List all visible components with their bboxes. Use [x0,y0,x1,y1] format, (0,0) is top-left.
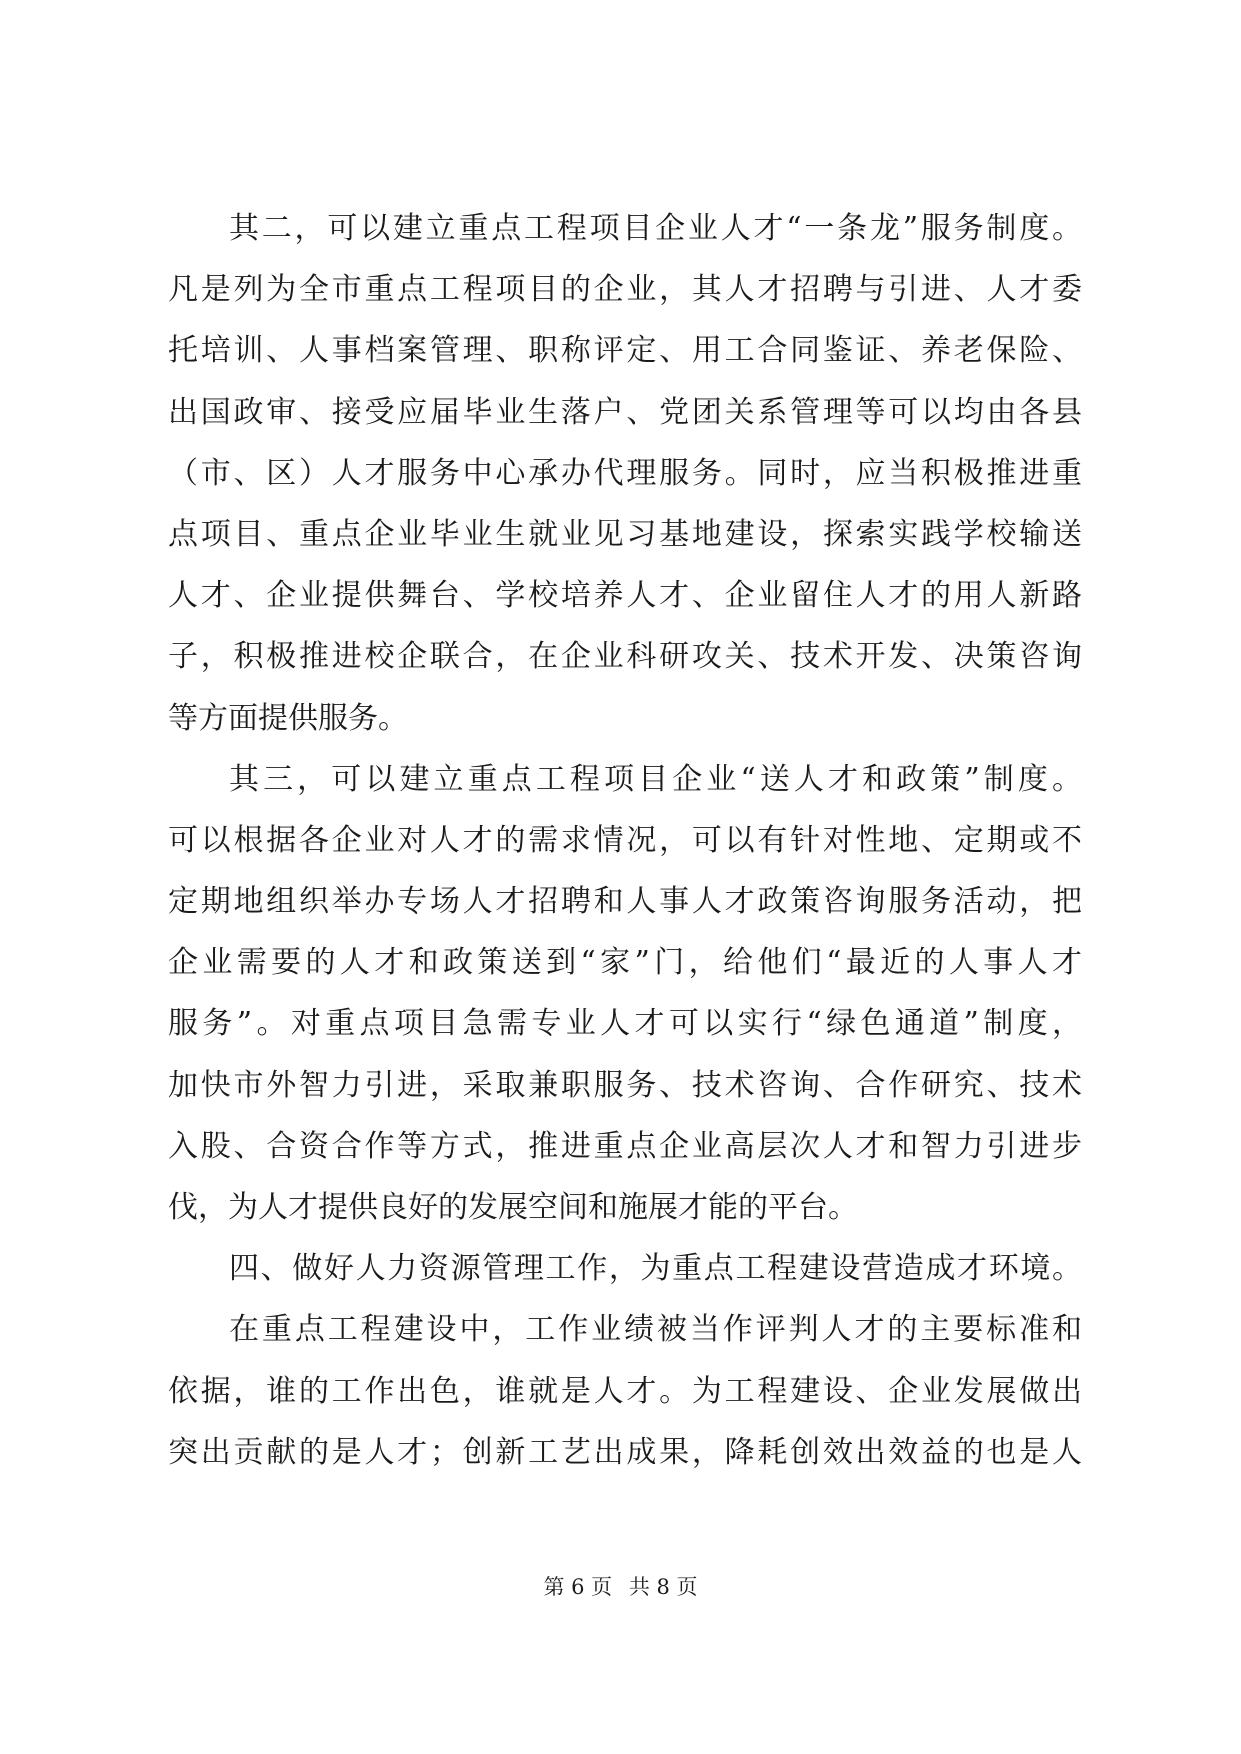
paragraph-line: 托培训、人事档案管理、职称评定、用工合同鉴证、养老保险、 [168,333,1082,369]
section-heading: 四、做好人力资源管理工作，为重点工程建设营造成才环境。 [229,1251,1082,1287]
paragraph-line: 子，积极推进校企联合，在企业科研攻关、技术开发、决策咨询 [168,639,1082,675]
paragraph-line: （市、区）人才服务中心承办代理服务。同时，应当积极推进重 [168,455,1082,491]
document-body [168,198,1082,1483]
paragraph-line: 可以根据各企业对人才的需求情况，可以有针对性地、定期或不 [168,822,1082,858]
paragraph-line: 等方面提供服务。 [168,700,408,736]
paragraph-line: 企业需要的人才和政策送到“家”门，给他们“最近的人事人才 [168,945,1082,981]
paragraph-line: 定期地组织举办专场人才招聘和人事人才政策咨询服务活动，把 [168,884,1082,920]
paragraph-line: 加快市外智力引进，采取兼职服务、技术咨询、合作研究、技术 [168,1067,1082,1103]
paragraph-line: 其二，可以建立重点工程项目企业人才“一条龙”服务制度。 [229,211,1082,246]
paragraph-line: 人才、企业提供舞台、学校培养人才、企业留住人才的用人新路 [168,578,1082,614]
paragraph-line: 入股、合资合作等方式，推进重点企业高层次人才和智力引进步 [168,1128,1082,1164]
paragraph-line: 突出贡献的是人才；创新工艺出成果，降耗创效出效益的也是人 [168,1434,1082,1470]
paragraph-line: 在重点工程建设中，工作业绩被当作评判人才的主要标准和 [229,1312,1082,1348]
paragraph-line: 点项目、重点企业毕业生就业见习基地建设，探索实践学校输送 [168,516,1082,552]
page-footer [0,1572,1241,1602]
page-number: 第 6 页 [543,1575,613,1599]
paragraph-line: 服务”。对重点项目急需专业人才可以实行“绿色通道”制度， [168,1006,1082,1042]
paragraph-line: 伐，为人才提供良好的发展空间和施展才能的平台。 [168,1190,858,1225]
paragraph-line: 其三，可以建立重点工程项目企业“送人才和政策”制度。 [229,761,1082,797]
paragraph-line: 凡是列为全市重点工程项目的企业，其人才招聘与引进、人才委 [168,272,1082,308]
page-total: 共 8 页 [628,1575,698,1599]
paragraph-line: 依据，谁的工作出色，谁就是人才。为工程建设、企业发展做出 [168,1373,1082,1409]
paragraph-line: 出国政审、接受应届毕业生落户、党团关系管理等可以均由各县 [168,394,1082,430]
